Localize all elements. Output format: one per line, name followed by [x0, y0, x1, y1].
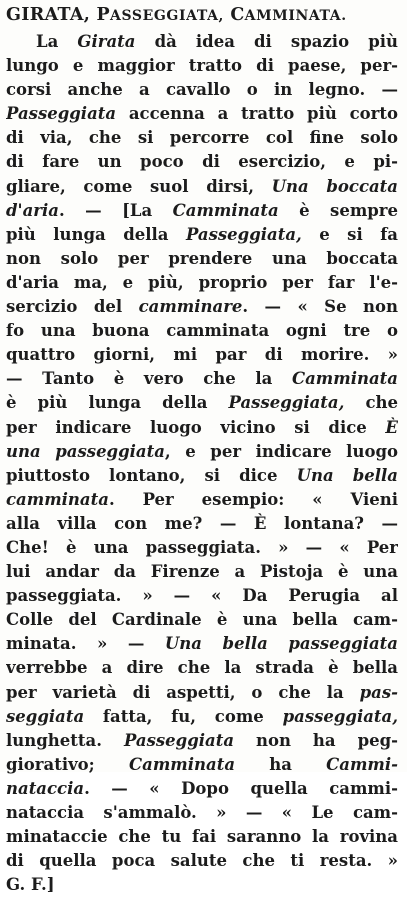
text-run: per varietà di aspetti, o che la [6, 682, 360, 702]
italic-term: seggiata [6, 706, 85, 726]
italic-term: Una bella passeggiata [164, 634, 398, 654]
text-run: di quella poca salute che ti resta. » [6, 851, 398, 871]
italic-term: una passeggiata [6, 441, 165, 461]
italic-term: d'aria [6, 200, 59, 220]
text-line [6, 584, 398, 608]
text-line [6, 223, 398, 247]
text-run: G. F.] [6, 875, 55, 895]
text-run: lui andar da Firenze a Pistoja è una [6, 562, 398, 582]
text-run: , e per indicare luogo [164, 441, 398, 461]
text-line [6, 608, 398, 632]
text-line [6, 367, 398, 391]
text-line [6, 536, 398, 560]
text-run: passeggiata. » — « Da Perugia al [6, 586, 398, 606]
text-line [6, 319, 398, 343]
text-run: di via, che si percorre col fine solo [6, 128, 398, 148]
italic-term: camminata [6, 489, 109, 509]
italic-term: passeggiata, [282, 706, 398, 726]
text-run: Colle del Cardinale è una bella cam- [6, 610, 398, 630]
text-run: non ha peg- [234, 730, 398, 750]
entry-heading [6, 4, 347, 27]
heading-word-girata: GIRATA, [6, 5, 91, 25]
italic-term: È [385, 417, 398, 437]
text-line [6, 488, 398, 512]
text-run: non solo per prendere una boccata [6, 248, 398, 268]
text-run: ha [235, 754, 327, 774]
text-line [6, 753, 398, 777]
text-run: Che! è una passeggiata. » — « Per [6, 537, 398, 557]
text-run: è più lunga della [6, 393, 229, 413]
italic-term: Girata [77, 32, 136, 51]
italic-term: Una boccata [271, 176, 398, 196]
text-line [6, 849, 398, 873]
text-run: corsi anche a cavallo o in legno. — [6, 80, 398, 100]
italic-term: Camminata [291, 369, 398, 389]
italic-term: Una bella [296, 465, 398, 485]
italic-term: Camminata [129, 754, 236, 774]
text-line [6, 440, 398, 464]
text-line [6, 801, 398, 825]
text-line [6, 391, 398, 415]
entry-body [6, 30, 398, 897]
text-line [6, 175, 398, 199]
text-run: che [344, 393, 398, 413]
text-run: giorativo; [6, 754, 129, 774]
text-line [6, 295, 398, 319]
text-line [6, 873, 398, 897]
text-run: per indicare luogo vicino si dice [6, 417, 386, 437]
text-line [6, 632, 398, 656]
text-run: piuttosto lontano, si dice [6, 465, 297, 485]
italic-term: Passeggiata, [185, 224, 302, 244]
text-run: minata. » — [6, 634, 165, 654]
text-run: fo una buona camminata ogni tre o [6, 321, 398, 341]
italic-term: Cammi- [326, 754, 398, 774]
text-line [6, 777, 398, 801]
text-line [6, 150, 398, 174]
italic-term: Camminata [172, 200, 279, 220]
italic-term: pas- [359, 682, 398, 702]
text-run: gliare, come suol dirsi, [6, 176, 272, 196]
text-run: quattro giorni, mi par di morire. » [6, 345, 398, 365]
text-run: — Tanto è vero che la [6, 369, 292, 389]
text-run: nataccia s'ammalò. » — « Le cam- [6, 803, 398, 822]
text-run: . — « Dopo quella cammi- [84, 778, 398, 798]
text-line [6, 512, 398, 536]
text-run: accenna a tratto più corto [116, 104, 398, 124]
text-run: più lunga della [6, 224, 186, 244]
text-run: d'aria ma, e più, proprio per far l'e- [6, 272, 398, 292]
text-run: dà idea di spazio più [135, 32, 398, 51]
text-line [6, 729, 398, 753]
text-run: minataccie che tu fai saranno la rovina [6, 827, 398, 847]
text-run: è sempre [278, 200, 398, 220]
text-run: . Per esempio: « Vieni [108, 489, 398, 509]
text-line [6, 416, 398, 440]
italic-term: Passeggiata, [228, 393, 345, 413]
text-run: verrebbe a dire che la strada è bella [6, 658, 398, 678]
text-line [6, 705, 398, 729]
text-line [6, 464, 398, 488]
italic-term: camminare [138, 297, 243, 317]
text-run: lungo e maggior tratto di paese, per- [6, 56, 398, 76]
text-line [6, 681, 398, 705]
italic-term: Passeggiata [123, 730, 235, 750]
text-line [6, 102, 398, 126]
text-line [6, 560, 398, 584]
text-line [6, 126, 398, 150]
text-run: . — « Se non [242, 297, 398, 317]
text-line [6, 825, 398, 849]
text-run: sercizio del [6, 297, 139, 317]
text-run: lunghetta. [6, 730, 124, 750]
text-line [6, 343, 398, 367]
text-run: fatta, fu, come [84, 706, 283, 726]
text-line [6, 78, 398, 102]
text-line [6, 247, 398, 271]
italic-term: nataccia [6, 778, 85, 798]
text-line [6, 30, 398, 54]
heading-word-passeggiata: PASSEGGIATA, [96, 5, 225, 25]
text-run: e si fa [301, 224, 398, 244]
text-run: . — [La [58, 200, 173, 220]
text-run: di fare un poco di esercizio, e pi- [6, 152, 398, 172]
text-run: La [36, 32, 78, 51]
text-line [6, 54, 398, 78]
text-line [6, 271, 398, 295]
text-line [6, 656, 398, 680]
text-line [6, 199, 398, 223]
italic-term: Passeggiata [6, 104, 117, 124]
text-run: alla villa con me? — È lontana? — [6, 513, 398, 533]
heading-word-camminata: CAMMINATA. [230, 5, 347, 25]
